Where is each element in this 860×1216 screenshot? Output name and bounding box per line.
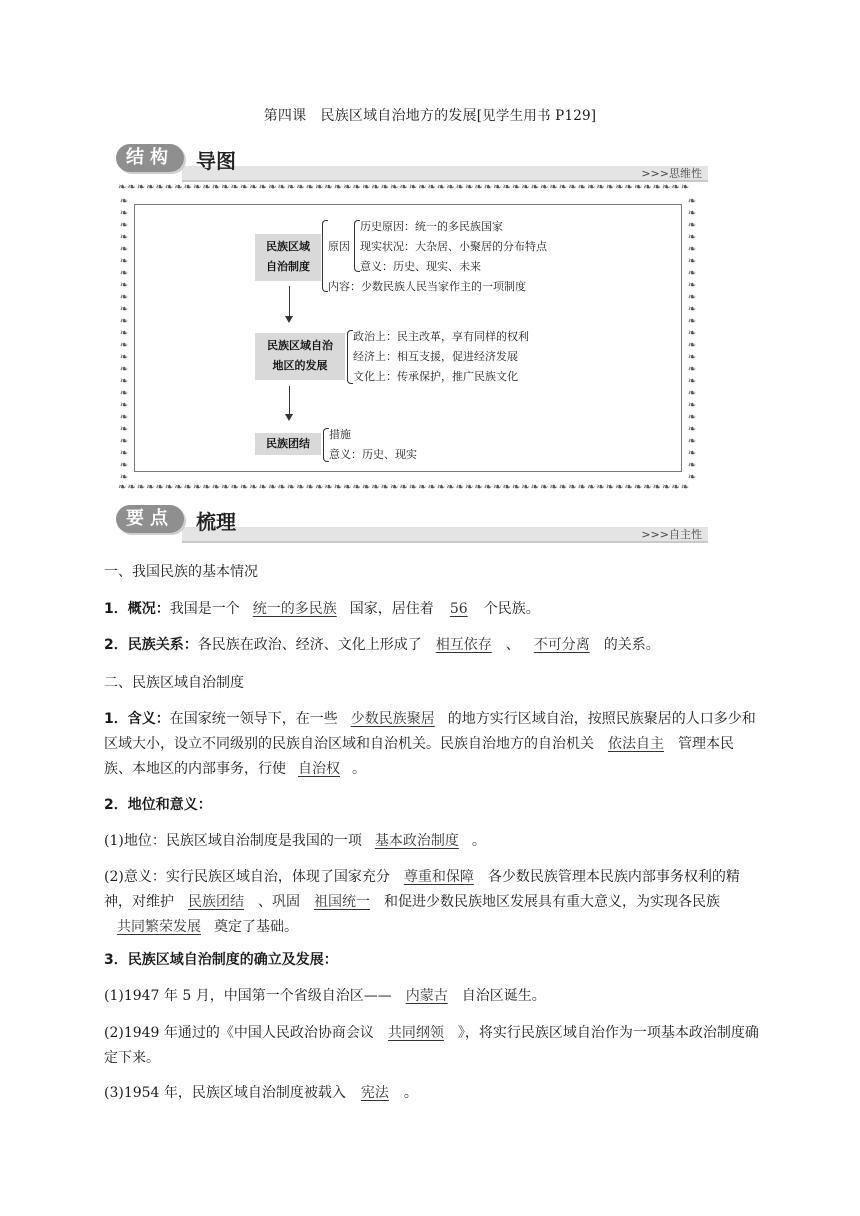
text: 。 [403,1085,418,1101]
banner-tag: >>>自主性 [641,528,702,541]
item-label: 2．地位和意义： [104,797,212,813]
text: (3)1954 年，民族区域自治制度被载入 [104,1085,346,1101]
text: 、巩固 [258,894,300,910]
ornament-border-bottom: ❧❧❧❧❧❧❧❧❧❧❧❧❧❧❧❧❧❧❧❧❧❧❧❧❧❧❧❧❧❧❧❧❧❧❧❧❧❧❧❧❧❧❧❧❧❧❧❧❧❧❧❧❧❧❧❧❧❧❧❧❧ [118,482,691,493]
item-label: 2．民族关系： [104,637,198,653]
reason-item: 意义：历史、现实、未来 [360,260,481,273]
fill-blank-answer: 基本政治制度 [374,833,459,849]
text: 的关系。 [603,637,660,653]
reason-label: 原因 [328,240,350,253]
text: (2)意义：实行民族区域自治，体现了国家充分 [104,869,390,885]
text: 。 [352,761,366,777]
ornament-border-top: ❧❧❧❧❧❧❧❧❧❧❧❧❧❧❧❧❧❧❧❧❧❧❧❧❧❧❧❧❧❧❧❧❧❧❧❧❧❧❧❧❧❧❧❧❧❧❧❧❧❧❧❧❧❧❧❧❧❧❧❧❧ [118,182,691,193]
fill-blank-answer: 自治权 [298,761,340,777]
arrow-line [289,386,290,416]
banner-rule [182,527,708,543]
fill-blank-answer: 宪法 [360,1085,389,1101]
fill-blank-answer: 56 [449,601,468,617]
fill-blank-answer: 祖国统一 [314,894,370,910]
development-item: 文化上：传承保护，推广民族文化 [353,370,518,383]
diagram-box-ethnic-unity: 民族团结 [255,433,321,455]
paragraph-history-1949 [104,1021,760,1071]
text: 奠定了基础。 [214,919,298,935]
book-reference: [见学生用书 P129] [476,108,597,124]
banner-pill: 要点 [116,505,184,533]
box-line: 地区的发展 [272,359,328,372]
unity-item: 措施 [329,428,351,441]
paragraph-status [104,829,760,854]
arrow-line [289,286,290,318]
text: 在国家统一领导下，在一些 [169,711,338,727]
fill-blank-answer: 民族团结 [188,894,244,910]
item-label: 1．概况： [104,601,170,617]
ornament-border-left: ❧❧❧❧❧❧❧❧❧❧❧❧❧❧❧❧❧❧❧❧❧❧❧❧ [119,196,129,480]
text: 的地方实行区域自治，按照民族聚居的人口多少和区域大小，设立不同级别的民族自治区域和自治机关。民族自治地方的自治机关 [104,711,756,752]
fill-blank-answer: 少数民族聚居 [350,711,435,727]
text: 国家，居住着 [349,601,434,617]
structure-diagram [118,182,698,494]
item-label: 1．含义： [104,711,170,727]
content-item: 内容：少数民族人民当家作主的一项制度 [328,280,526,293]
fill-blank-answer: 不可分离 [533,637,590,653]
development-item: 政治上：民主改革，享有同样的权利 [353,330,529,343]
text: 个民族。 [483,601,540,617]
fill-blank-answer: 内蒙古 [405,988,448,1004]
subheading [104,793,760,818]
box-line: 民族区域自治 [267,339,333,352]
development-item: 经济上：相互支援，促进经济发展 [353,350,518,363]
page-title [0,104,860,125]
banner-pill: 结构 [116,144,184,172]
paragraph-definition [104,707,760,782]
unity-item: 意义：历史、现实 [329,448,417,461]
paragraph-history-1947 [104,984,760,1009]
box-line: 自治制度 [266,260,310,273]
banner-tag: >>>思维性 [641,167,702,180]
text: (1)地位：民族区域自治制度是我国的一项 [104,833,362,849]
text: 管理本民族、本地区的内部事务，行使 [104,736,734,777]
ornament-border-right: ❧❧❧❧❧❧❧❧❧❧❧❧❧❧❧❧❧❧❧❧❧❧❧❧ [687,196,697,480]
reason-item: 历史原因：统一的多民族国家 [360,220,503,233]
fill-blank-answer: 共同纲领 [387,1025,444,1041]
section-banner-key-points [112,503,708,543]
reason-item: 现实状况：大杂居、小聚居的分布特点 [360,240,547,253]
paragraph-history-1954 [104,1081,760,1106]
text: 各民族在政治、经济、文化上形成了 [197,637,422,653]
section-heading: 一、我国民族的基本情况 [104,564,258,580]
fill-blank-answer: 统一的多民族 [252,601,337,617]
box-line: 民族区域 [266,240,310,253]
fill-blank-answer: 共同繁荣发展 [117,919,201,935]
section-banner-structure [112,142,708,182]
text: 、 [505,637,520,653]
lesson-title: 第四课 民族区域自治地方的发展 [263,108,477,124]
text: 。 [471,833,486,849]
item-label: 3．民族区域自治制度的确立及发展： [104,952,338,968]
text: 我国是一个 [169,601,240,617]
banner-label: 梳理 [196,510,236,534]
paragraph-relations [104,633,760,658]
text: 和促进少数民族地区发展具有重大意义，为实现各民族 [384,894,720,910]
banner-rule [182,166,708,182]
diagram-box-autonomy-system [255,234,321,281]
fill-blank-answer: 尊重和保障 [403,869,474,885]
diagram-box-region-development [255,333,345,380]
section-heading: 二、民族区域自治制度 [104,675,244,691]
arrow-down-icon [285,316,293,323]
text: (2)1949 年通过的《中国人民政治协商会议 [104,1025,374,1041]
text: (1)1947 年 5 月，中国第一个省级自治区—— [104,988,392,1004]
arrow-down-icon [285,414,293,421]
banner-label: 导图 [196,149,236,173]
text: 自治区诞生。 [461,988,546,1004]
paragraph-overview [104,597,760,622]
paragraph-significance [104,865,760,940]
subheading [104,948,760,973]
fill-blank-answer: 相互依存 [435,637,492,653]
text: 各少数民族管理本民族内部事务权利的精神，对维护 [104,869,740,910]
text: 》，将实行民族区域自治作为一项基本政治制度确定下来。 [104,1025,759,1066]
fill-blank-answer: 依法自主 [608,736,664,752]
